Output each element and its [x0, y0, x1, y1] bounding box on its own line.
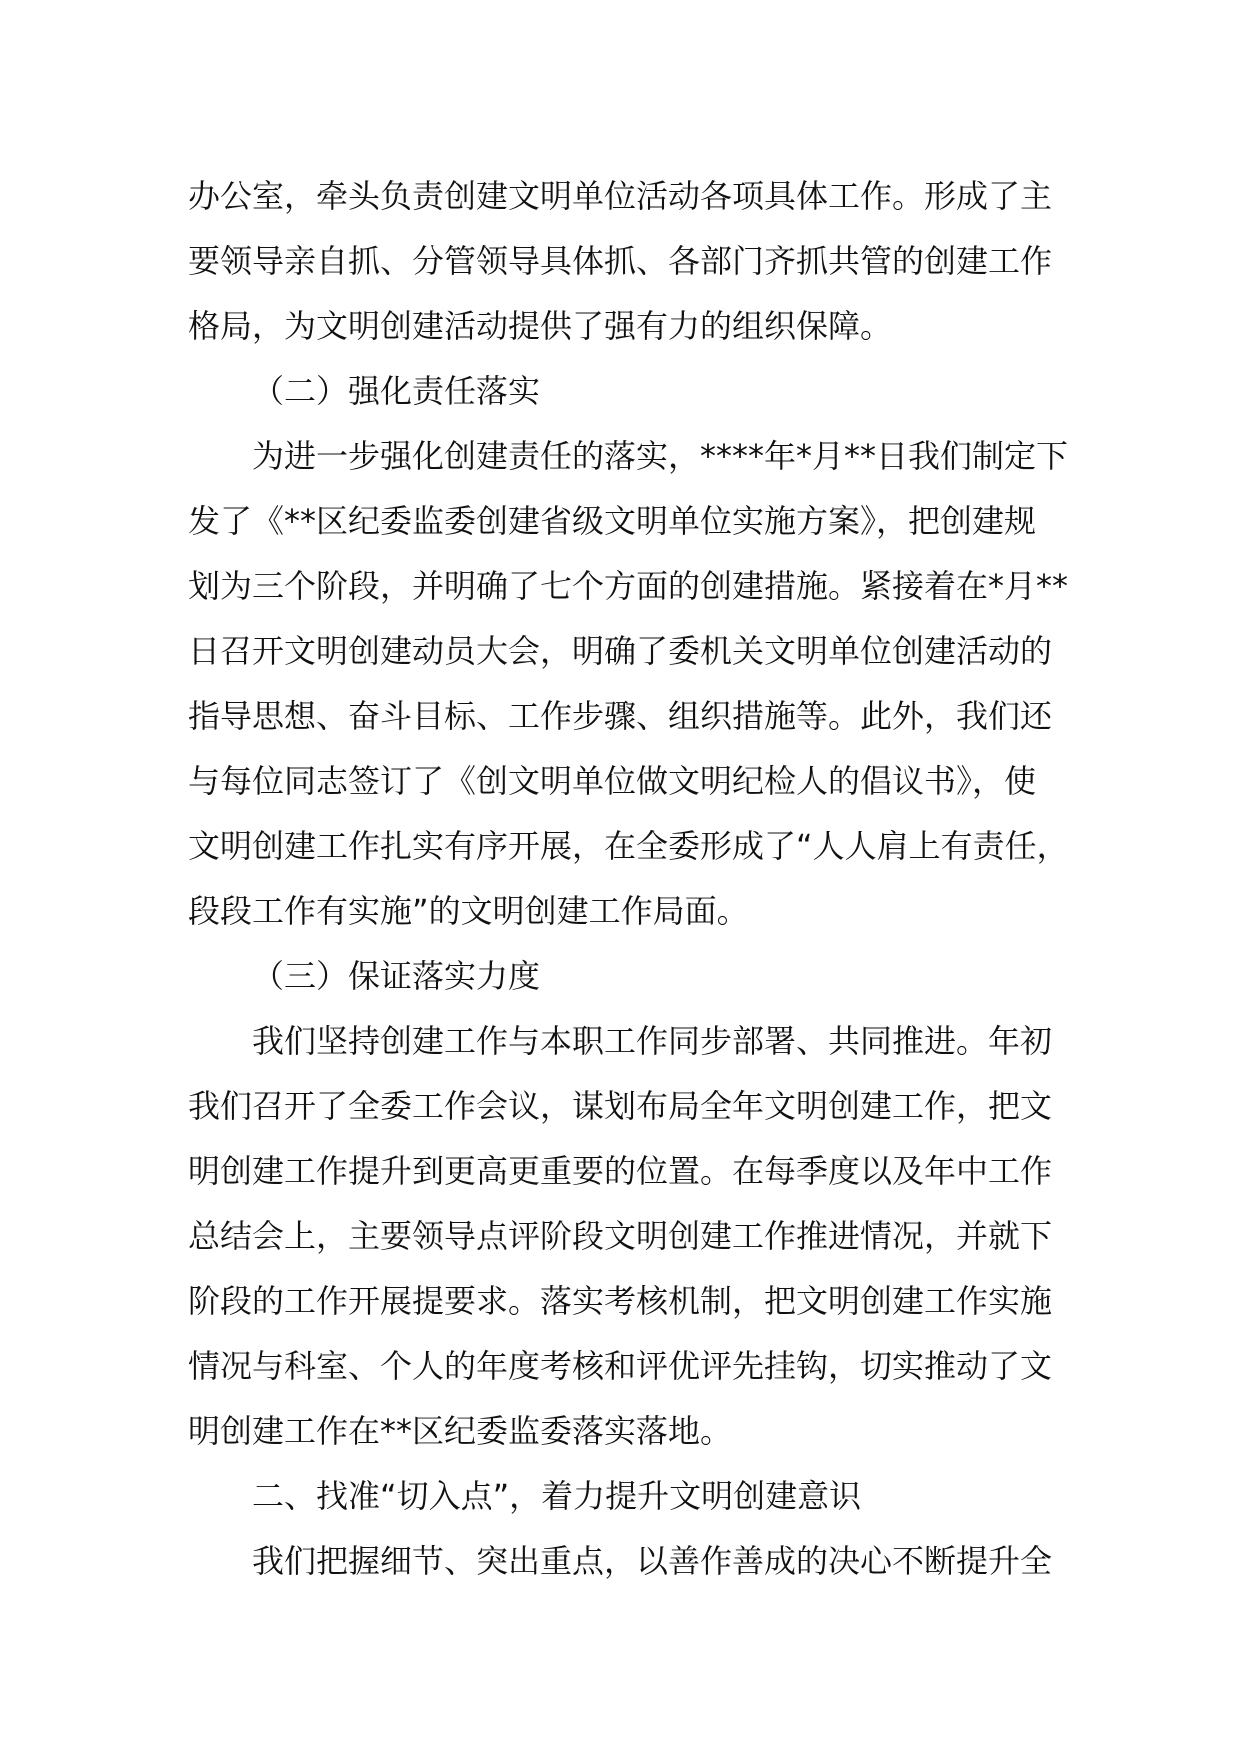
body-text-line: 办公室，牵头负责创建文明单位活动各项具体工作。形成了主	[188, 177, 1053, 215]
body-text-line: 我们召开了全委工作会议，谋划布局全年文明创建工作，把文	[188, 1087, 1053, 1125]
body-text-line: 指导思想、奋斗目标、工作步骤、组织措施等。此外，我们还	[188, 697, 1053, 735]
body-text-line: 段段工作有实施”的文明创建工作局面。	[188, 892, 749, 930]
body-text-line: 要领导亲自抓、分管领导具体抓、各部门齐抓共管的创建工作	[188, 242, 1053, 280]
section-heading-ensure-implementation: （三）保证落实力度	[252, 957, 541, 995]
body-text-line: 日召开文明创建动员大会，明确了委机关文明单位创建活动的	[188, 632, 1053, 670]
body-text-line: 阶段的工作开展提要求。落实考核机制，把文明创建工作实施	[188, 1282, 1053, 1320]
body-text-line: 明创建工作在**区纪委监委落实落地。	[188, 1412, 733, 1450]
body-text-line: 我们把握细节、突出重点，以善作善成的决心不断提升全	[252, 1542, 1053, 1580]
body-text-line: 格局，为文明创建活动提供了强有力的组织保障。	[188, 307, 893, 345]
body-text-line: 情况与科室、个人的年度考核和评优评先挂钩，切实推动了文	[188, 1347, 1053, 1385]
section-heading-strengthen-responsibility: （二）强化责任落实	[252, 372, 541, 410]
body-text-line: 划为三个阶段，并明确了七个方面的创建措施。紧接着在*月**	[188, 567, 1069, 605]
body-text-line: 文明创建工作扎实有序开展，在全委形成了“人人肩上有责任，	[188, 827, 1069, 865]
body-text-line: 明创建工作提升到更高更重要的位置。在每季度以及年中工作	[188, 1152, 1053, 1190]
body-text-line: 与每位同志签订了《创文明单位做文明纪检人的倡议书》，使	[188, 762, 1037, 800]
body-text-line: 总结会上，主要领导点评阶段文明创建工作推进情况，并就下	[188, 1217, 1053, 1255]
body-text-line: 发了《**区纪委监委创建省级文明单位实施方案》，把创建规	[188, 502, 1037, 540]
document-body	[188, 164, 1080, 1594]
section-heading-entry-point: 二、找准“切入点”，着力提升文明创建意识	[252, 1477, 862, 1515]
body-text-line: 我们坚持创建工作与本职工作同步部署、共同推进。年初	[252, 1022, 1053, 1060]
body-text-line: 为进一步强化创建责任的落实，****年*月**日我们制定下	[252, 437, 1069, 475]
